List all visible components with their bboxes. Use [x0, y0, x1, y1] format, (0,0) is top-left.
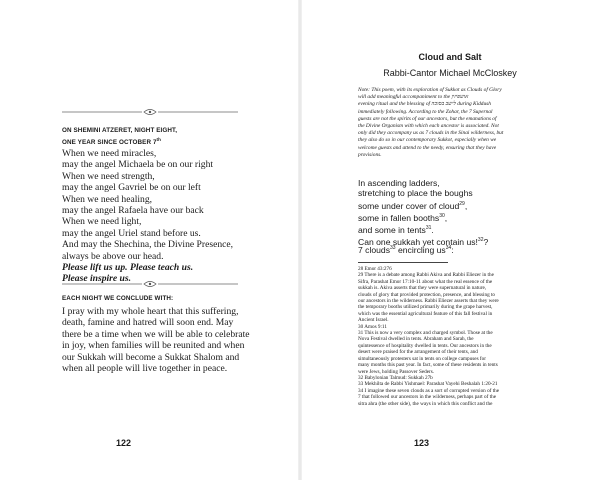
poem-line-clouds: 7 clouds$^{33}$ encircling $us^{34}$:: [358, 245, 454, 255]
closing-line: our Sukkah will become a Sukkat Shalom and: [62, 351, 240, 363]
footnote-line: 32 Babylonian Talmud: Sukkah 27b: [358, 374, 433, 381]
prayer-emphasis-line: Please lift us up. Please teach us.: [62, 262, 194, 274]
footnote-line: quintessence of hospitality dwelled in tents. Our ancestors in the: [358, 342, 492, 349]
footnote-line: sitra ahra (the other side), the ways in which this conflict and the: [358, 400, 493, 407]
footnote-line: clouds of glory that provided protection, presence, and blessing to: [358, 291, 496, 298]
right-page: [300, 0, 600, 480]
footnote-line: Ancient Israel.: [358, 317, 389, 324]
footnote-line: 33 Mekhilta de Rabbi Yishmael: Parashat Vayehi Beshalah 1:20-21: [358, 381, 498, 388]
page-number: 122: [116, 438, 132, 448]
poem-line: Can one sukkah yet contain us!$^{32}$?: [358, 236, 489, 247]
closing-prayer: [62, 306, 282, 374]
footnote-line: which was the essential agricultural feature of this fall festival in: [358, 310, 493, 317]
note-line: provisions.: [358, 151, 382, 158]
footnote-ref[interactable]: 30: [439, 212, 445, 219]
note-line: will add meaningful accompaniment to the אושפיזין: [358, 94, 469, 101]
prayer-line: may the angel Michaela be on our right: [62, 159, 214, 171]
prayer-line: And may the Shechina, the Divine Presence,: [62, 239, 234, 251]
footnote-line: simultaneously protesters sat in tents on college campuses for: [358, 355, 486, 362]
footnote-line: 7 that followed our ancestors in the wilderness, perhaps part of the: [358, 394, 497, 401]
footnote-line: were Jews, holding Passover Seders.: [358, 368, 435, 375]
footnote-line: sukkah is. Akiva asserts that they were supernatural in nature,: [358, 285, 487, 292]
poem-line: and some in tents$^{31}$.: [358, 224, 434, 235]
prayer-line: When we need light,: [62, 216, 142, 228]
note-line: evening ritual and the blessing of לישב בסוכה during Kiddush: [358, 101, 491, 108]
footnote-line: Sifra, Parashat Emor 17:10-11 about what the real essence of the: [358, 278, 493, 285]
prayer-line: When we need healing,: [62, 193, 153, 205]
footnote-ref[interactable]: 34: [445, 245, 452, 252]
footnote-ref[interactable]: 29: [459, 200, 465, 207]
closing-line: when all people will live together in peace.: [62, 363, 228, 375]
prayer-emphasis-line: Please inspire us.: [62, 273, 132, 285]
poem-title: Cloud and Salt: [418, 52, 482, 62]
footnote-line: 29 There is a debate among Rabbi Akiva and Rabbi Eliezer in the: [358, 272, 494, 279]
footnote-line: the temporary booths utilized primarily during the grape harvest,: [358, 304, 493, 311]
footnote-rule: [358, 262, 448, 263]
page-number: 123: [414, 438, 430, 448]
note-line: immediately following. According to the Zohar, the 7 Supernal: [358, 108, 493, 115]
prayer-line: always be above our head.: [62, 250, 164, 262]
editor-note: [358, 87, 570, 159]
section-heading-shemini: ON SHEMINI ATZERET, NIGHT EIGHT, ONE YEAR SINCE OCTOBER 7th: [62, 126, 262, 147]
footnote-line: many months this past year. In fact, some of these residents in tents: [358, 362, 498, 369]
prayer-line: may the angel Uriel stand before us.: [62, 227, 201, 239]
footnote-line: Nova Festival dwelled in tents. Abraham and Sarah, the: [358, 336, 474, 343]
closing-line: I pray with my whole heart that this suffering,: [62, 306, 239, 317]
poem-line: In ascending ladders,: [358, 178, 440, 188]
note-line: guests are not the spirits of our ancestors, but the emanations of: [358, 115, 497, 122]
footnote-ref[interactable]: 31: [425, 224, 432, 231]
footnote-line: 34 I imagine these seven clouds as a sort of corrupted version of the: [358, 387, 500, 394]
note-line: welcome guests and attend to the needy, ensuring that they have: [358, 144, 497, 151]
ornament-divider: [62, 280, 238, 288]
footnote-ref[interactable]: 33: [390, 245, 396, 252]
prayer-text: [62, 148, 282, 285]
footnote-ref[interactable]: 32: [477, 237, 484, 244]
footnotes: [358, 266, 572, 407]
footnote-line: our ancestors in the wilderness. Rabbi Eliezer asserts that they were: [358, 298, 499, 305]
poem-line: stretching to place the boughs: [358, 188, 473, 199]
section-heading-line-2: ONE YEAR SINCE OCTOBER 7th: [62, 137, 161, 147]
prayer-line: may the angel Rafaela have our back: [62, 205, 204, 217]
ornament-divider: [62, 108, 238, 116]
closing-line: in joy, when families will be reunited and when: [62, 340, 245, 352]
closing-line: there be a time when we will be able to celebrate: [62, 328, 250, 340]
poem-line: some under cover of cloud$^{29}$,: [358, 200, 468, 211]
footnote-line: 31 This is now a very complex and charged symbol. Those at the: [358, 330, 493, 337]
poem-line: some in fallen booths$^{30}$,: [358, 212, 448, 223]
poem-author: Rabbi-Cantor Michael McCloskey: [383, 68, 517, 78]
note-line: only did they accompany us as 7 clouds in the Sinai wilderness, but: [358, 130, 504, 137]
prayer-line: When we need miracles,: [62, 148, 157, 159]
prayer-line: may the angel Gavriel be on our left: [62, 182, 201, 194]
closing-line: death, famine and hatred will soon end. May: [62, 317, 234, 329]
note-line: they also do so in our contemporary Sukkot, especially when we: [358, 137, 497, 144]
poem-stanza: [358, 178, 570, 247]
note-line: the Divine Organism with which each ancestor is associated. Not: [358, 123, 499, 130]
footnote-line: desert were praised for the arrangement of their tents, and: [358, 349, 478, 356]
note-line: Note: This poem, with its exploration of Sukkot as Clouds of Glory: [358, 87, 502, 93]
section-heading-conclusion: EACH NIGHT WE CONCLUDE WITH:: [62, 295, 174, 302]
footnote-line: 28 Emor 43:276: [358, 266, 392, 272]
prayer-line: When we need strength,: [62, 170, 155, 182]
footnote-line: 30 Amos 9:11: [358, 323, 387, 330]
